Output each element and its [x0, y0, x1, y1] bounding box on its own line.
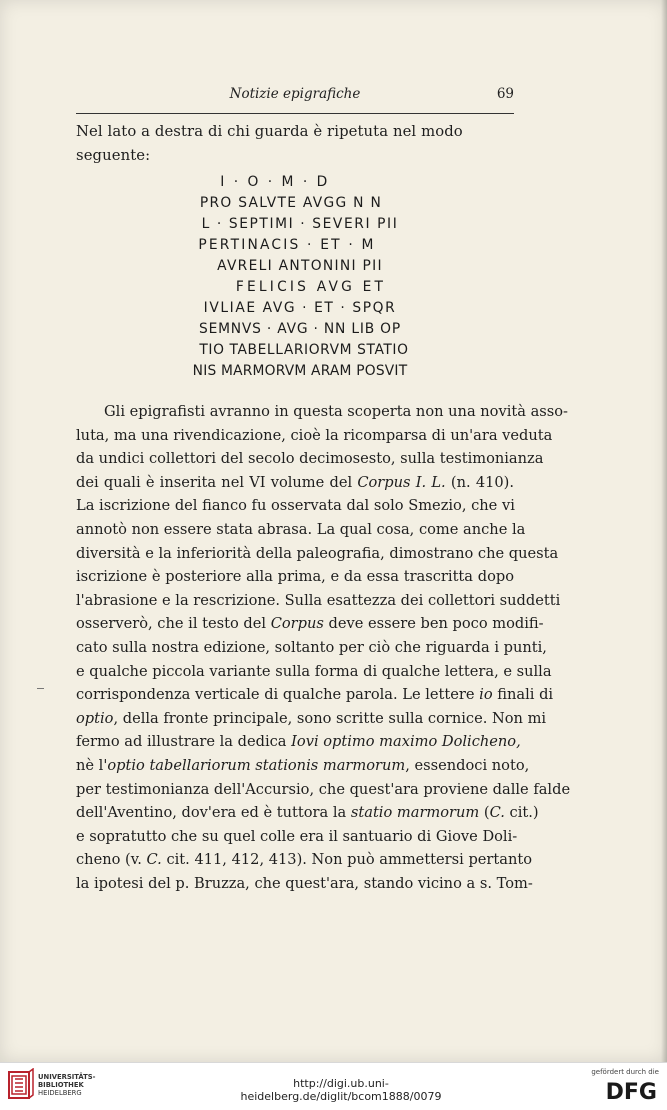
italic-run: Corpus	[270, 615, 324, 633]
body-line	[76, 683, 554, 707]
inscription-line: SEMNVS · AVG · NN LIB OP	[199, 321, 401, 337]
viewer-footer	[0, 1062, 667, 1110]
body-line	[76, 447, 544, 471]
inscription-line: PERTINACIS · ET · M	[198, 237, 376, 253]
text-run: corrispondenza verticale di qualche parola. Le lettere	[76, 686, 480, 704]
italic-run: Iovi optimo maximo Dolicheno,	[291, 733, 521, 751]
funded-by-label: gefördert durch die	[591, 1068, 659, 1076]
inscription-line: L · SEPTIMI · SEVERI PII	[201, 216, 399, 232]
inscription-line: FELICIS AVG ET	[235, 279, 387, 295]
university-library-logo-icon	[8, 1068, 34, 1102]
text-run: per testimonianza dell'Accursio, che quest'ara proviene dalle falde	[76, 780, 571, 798]
body-line	[76, 707, 547, 731]
text-run: , essendoci noto,	[405, 756, 530, 774]
page-url-link[interactable]: http://digi.ub.uni-heidelberg.de/diglit/bcom1888/0079	[240, 1077, 442, 1103]
body-line	[76, 565, 514, 589]
intro-sentence: Nel lato a destra di chi guarda è ripetuta nel modo seguente:	[76, 123, 463, 164]
body-line	[76, 636, 547, 660]
text-run: Gli epigrafisti avranno in questa scoperta non una novità asso-	[104, 403, 568, 420]
text-run: e qualche piccola variante sulla forma di qualche lettera, e sulla	[76, 662, 552, 680]
body-line	[76, 589, 561, 613]
text-run: annotò non essere stata abrasa. La qual cosa, come anche la	[76, 520, 526, 538]
header-rule	[76, 113, 514, 114]
italic-run: optio	[76, 709, 114, 727]
text-run: cato sulla nostra edizione, soltanto per ciò che riguarda i punti,	[76, 638, 547, 656]
text-run: (	[479, 804, 490, 822]
inscription-line: NIS MARMORVM ARAM POSVIT	[192, 363, 408, 379]
text-run: diversità e la inferiorità della paleografia, dimostrano che questa	[76, 544, 559, 562]
running-title: Notizie epigrafiche	[229, 86, 361, 102]
text-run: deve essere ben poco modifi-	[323, 615, 544, 633]
body-line	[76, 660, 552, 684]
italic-run: io	[479, 686, 493, 704]
text-run: cheno (v.	[76, 851, 147, 869]
margin-mark	[37, 688, 44, 689]
body-line	[76, 471, 514, 495]
italic-run: C.	[146, 851, 162, 869]
library-name-line: BIBLIOTHEK	[38, 1081, 84, 1089]
text-run: fermo ad illustrare la dedica	[76, 733, 292, 751]
running-head	[76, 86, 514, 106]
body-line	[76, 542, 559, 566]
body-line	[76, 400, 568, 424]
inscription-line: I · O · M · D	[220, 174, 330, 190]
body-line	[76, 424, 553, 448]
inscription-line: AVRELI ANTONINI PII	[217, 258, 383, 274]
body-line	[76, 518, 526, 542]
italic-run: C.	[489, 804, 505, 822]
text-run: , della fronte principale, sono scritte sulla cornice. Non mi	[113, 709, 547, 727]
text-run: finali di	[492, 686, 554, 704]
body-line	[76, 730, 521, 754]
text-run: osserverò, che il testo del	[76, 615, 271, 633]
inscription-line: TIO TABELLARIORVM STATIO	[199, 342, 409, 358]
text-run: cit.)	[504, 804, 539, 822]
text-run: iscrizione è posteriore alla prima, e da essa trascritta dopo	[76, 568, 514, 586]
text-run: la ipotesi del p. Bruzza, che quest'ara, stando vicino a s. Tom-	[76, 874, 533, 892]
italic-run: optio tabellariorum stationis marmorum	[107, 756, 406, 774]
library-name-line: UNIVERSITÄTS-	[38, 1073, 96, 1081]
text-run: dell'Aventino, dov'era ed è tuttora la	[76, 804, 351, 822]
body-paragraph	[76, 400, 571, 895]
text-run: dei quali è inserita nel VI volume del	[76, 473, 358, 491]
inscription-line: PRO SALVTE AVGG N N	[199, 195, 383, 211]
body-line	[76, 778, 571, 802]
text-run: La iscrizione del fianco fu osservata dal solo Smezio, che vi	[76, 497, 515, 515]
italic-run: statio marmorum	[350, 804, 480, 822]
text-run: l'abrasione e la rescrizione. Sulla esattezza dei collettori suddetti	[76, 591, 561, 609]
body-line	[76, 754, 530, 778]
body-line	[76, 494, 514, 518]
page-number: 69	[496, 86, 514, 102]
body-line	[76, 801, 539, 825]
inscription-block	[140, 172, 460, 382]
library-name-line: HEIDELBERG	[38, 1089, 82, 1097]
italic-run: Corpus I. L.	[357, 473, 446, 491]
library-name	[38, 1073, 96, 1097]
text-run: nè l'	[76, 756, 108, 774]
body-line	[76, 848, 533, 872]
text-run: da undici collettori del secolo decimosesto, sulla testimonianza	[76, 450, 544, 468]
text-run: cit. 411, 412, 413). Non può ammettersi pertanto	[161, 851, 533, 869]
text-run: (n. 410).	[445, 473, 515, 491]
body-line	[76, 825, 518, 849]
text-run: luta, ma una rivendicazione, cioè la ricomparsa di un'ara veduta	[76, 426, 553, 444]
dfg-logo: DFG	[605, 1080, 657, 1105]
text-run: e sopratutto che su quel colle era il santuario di Giove Doli-	[76, 827, 518, 845]
body-line	[76, 872, 533, 896]
inscription-line: IVLIAE AVG · ET · SPQR	[203, 300, 397, 316]
body-line	[76, 612, 544, 636]
